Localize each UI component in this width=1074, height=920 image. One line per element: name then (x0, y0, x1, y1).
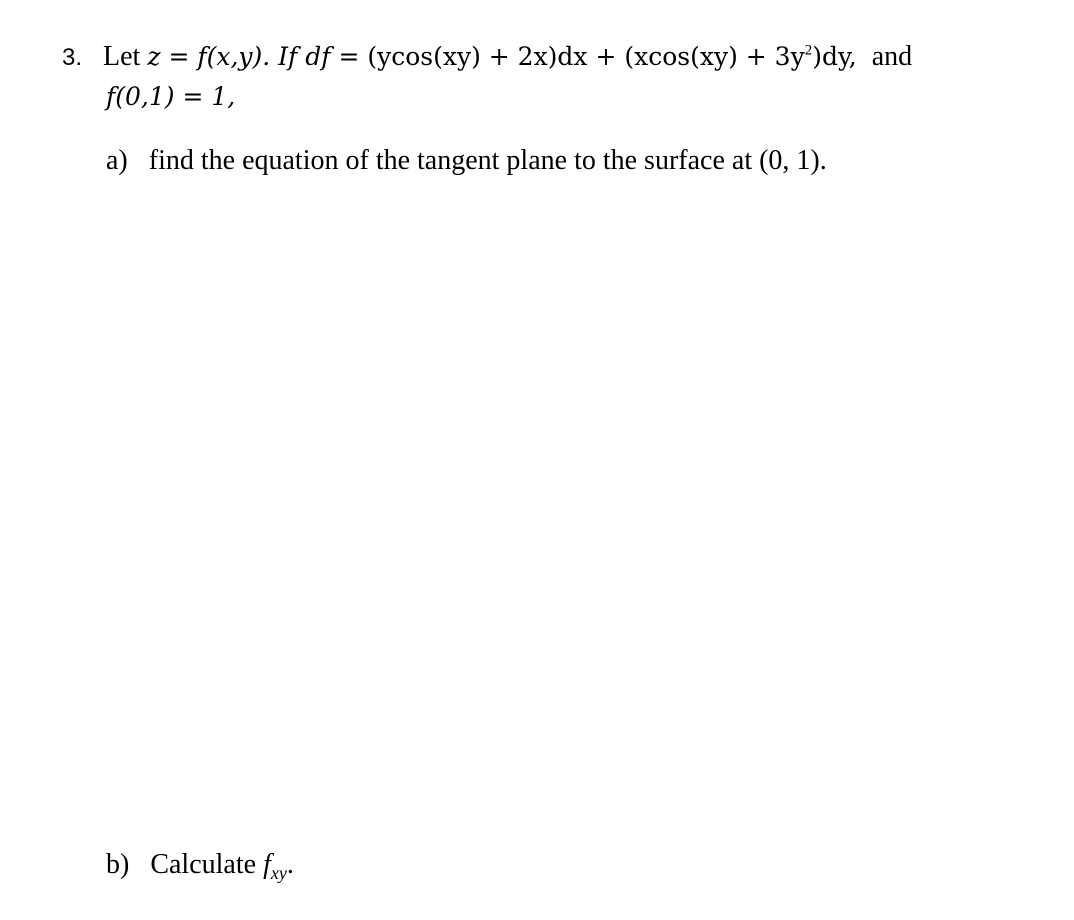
part-b-end: . (286, 849, 294, 880)
part-a (106, 144, 827, 178)
part-b-label: b) (106, 849, 130, 880)
exponent-2: 2 (804, 42, 813, 59)
problem-statement-line-1 (62, 40, 912, 75)
differential-expression: (ycos(xy) + 2x)dx + (xcos(xy) + 3y (367, 42, 805, 71)
conjunction-and: and (871, 41, 913, 72)
partial-derivative-subscript: xy (270, 863, 287, 883)
initial-condition: f(0,1) = 1, (106, 82, 236, 111)
part-b-text: Calculate (150, 849, 264, 880)
partial-derivative-symbol: f (263, 849, 271, 880)
part-a-label: a) (106, 145, 128, 176)
z-definition: z = (147, 42, 198, 71)
differential-definition: f(x,y). If df = (197, 42, 368, 71)
problem-number: 3. (62, 44, 83, 71)
problem-intro: Let (103, 41, 141, 72)
part-b (106, 848, 294, 882)
differential-end: )dy, (812, 42, 857, 71)
part-a-text: find the equation of the tangent plane to the surface at (0, 1). (148, 145, 827, 176)
